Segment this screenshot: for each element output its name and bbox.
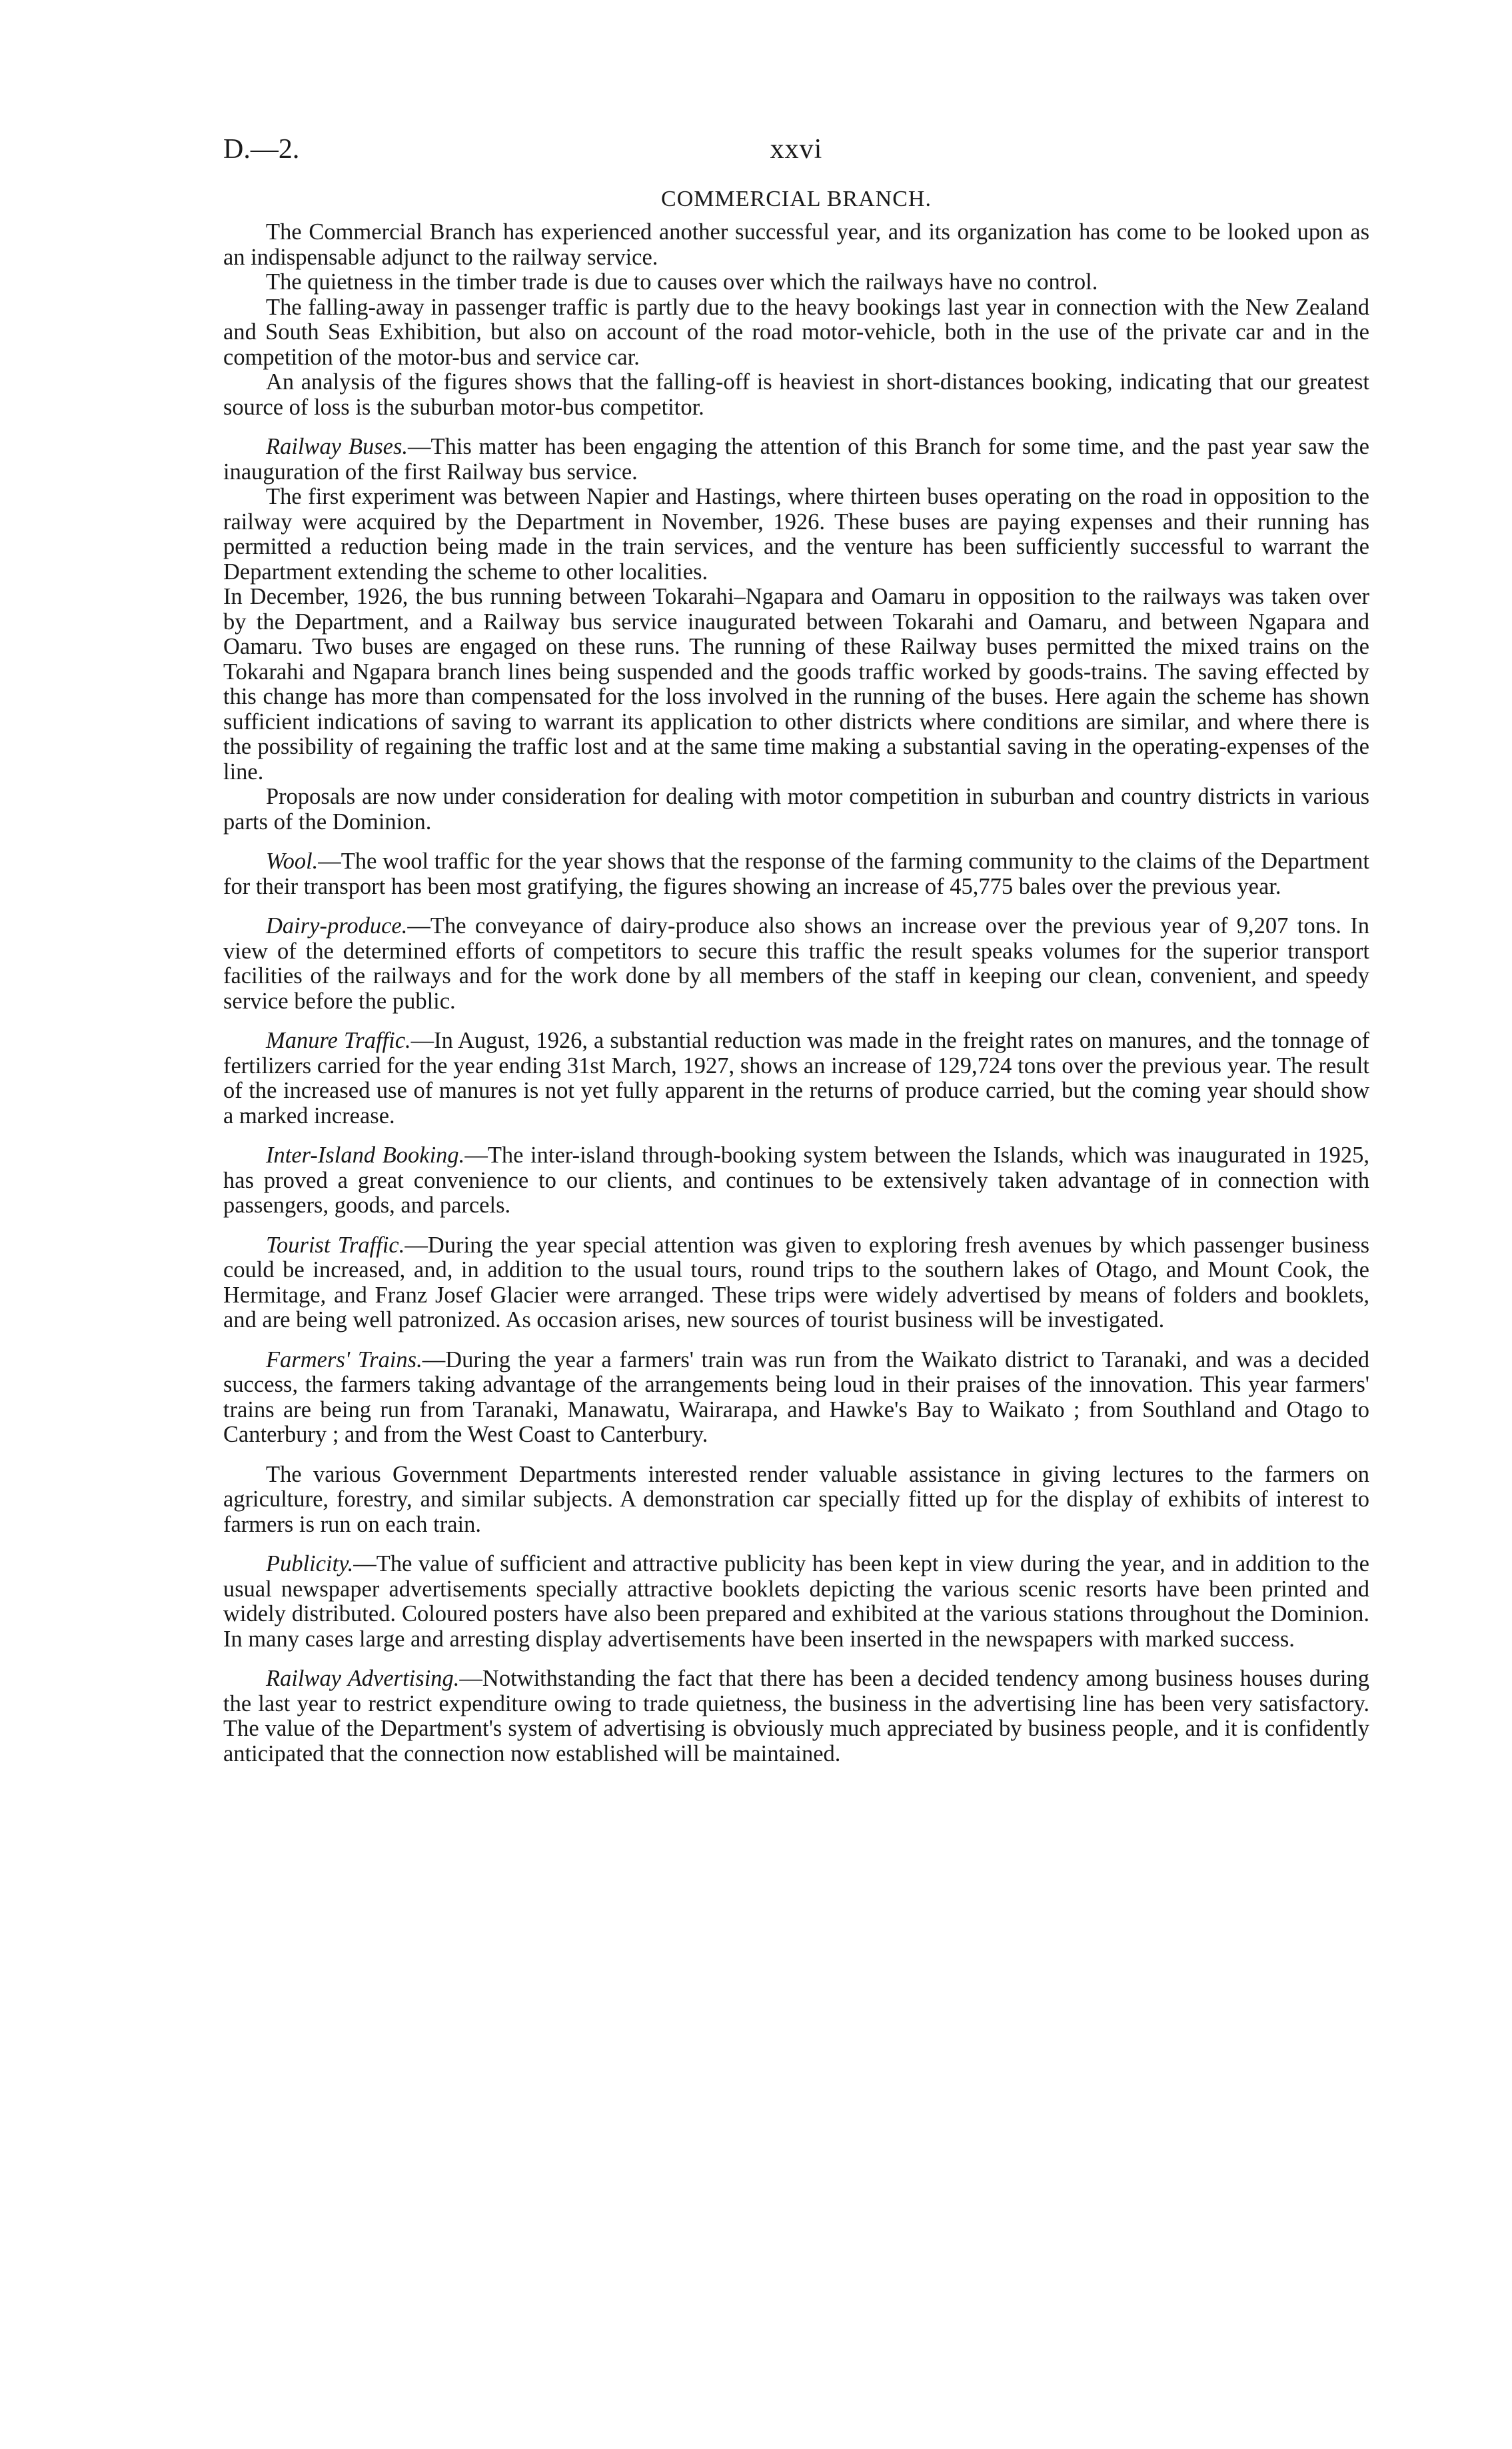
paragraph-heading: Tourist Traffic. [266,1232,405,1258]
paragraph-text: —The conveyance of dairy-produce also shows an increase over the previous year of 9,207 tons. In view of the determined efforts of competitors to secure this traffic the result speaks volumes for the superior transport facilities of the railways and for the work done by all members of the staff in keeping our clean, convenient, and speedy service before the public. [223,913,1369,1014]
paragraph-heading: Farmers' Trains. [266,1346,422,1372]
paragraph-text: The quietness in the timber trade is due to causes over which the railways have no control. [266,269,1098,295]
paragraph-dairy-produce [223,914,1369,1014]
paragraph-heading: Manure Traffic. [266,1028,411,1053]
paragraph-text: —Notwithstanding the fact that there has been a decided tendency among business houses during the last year to restrict expenditure owing to trade quietness, the business in the advertising line has been very satisfactory. The value of the Department's system of advertising is obviously much appreciated by business people, and it is confidently anticipated that the connection now established will be maintained. [223,1666,1369,1766]
page-number: xxvi [770,134,823,165]
paragraph-text: —The wool traffic for the year shows that the response of the farming community to the claims of the Department for their transport has been most gratifying, the figures showing an increase of 45,775 bales over the previous year. [223,849,1369,899]
paragraph-heading: Railway Buses. [266,434,408,459]
paragraph [223,1462,1369,1538]
paragraph-text: —In August, 1926, a substantial reduction was made in the freight rates on manures, and the tonnage of fertilizers carried for the year ending 31st March, 1927, shows an increase of 129,724 tons over the previous year. The result of the increased use of manures is not yet fully apparent in the returns of produce carried, but the coming year should show a marked increase. [223,1028,1369,1129]
paragraph-heading: Dairy-produce. [266,913,408,939]
paragraph-railway-buses [223,435,1369,485]
paragraph-wool [223,849,1369,899]
paragraph-railway-advertising [223,1666,1369,1766]
paragraph-text: —This matter has been engaging the attention of this Branch for some time, and the past year saw the inauguration of the first Railway bus service. [223,434,1369,485]
paragraph-farmers-trains [223,1348,1369,1448]
paragraph-heading: Wool. [266,849,319,874]
paragraph-heading: Railway Advertising. [266,1666,460,1691]
document-reference: D.—2. [223,134,300,165]
paragraph-text: —During the year special attention was given to exploring fresh avenues by which passenger business could be increased, and, in addition to the usual tours, round trips to the southern lakes of Otago, and Mount Cook, the Hermitage, and Franz Josef Glacier were arranged. These trips were widely advertised by means of folders and booklets, and are being well patronized. As occasion arises, new sources of tourist business will be investigated. [223,1232,1369,1332]
paragraph-text: —The value of sufficient and attractive publicity has been kept in view during the year, and in addition to the usual newspaper advertisements specially attractive booklets depicting the various scenic resorts have been printed and widely distributed. Coloured posters have also been prepared and exhibited at the various stations throughout the Dominion. In many cases large and arresting display advertisements have been inserted in the newspapers with marked success. [223,1551,1369,1652]
paragraph-manure-traffic [223,1029,1369,1129]
section-title: COMMERCIAL BRANCH. [661,187,932,211]
paragraph-text: The first experiment was between Napier and Hastings, where thirteen buses operating on the road in opposition to the railway were acquired by the Department in November, 1926. These buses are paying expenses and their running has permitted a reduction being made in the train services, and the venture has been sufficiently successful to warrant the Department extending the scheme to other localities. [223,484,1369,585]
paragraph-heading: Publicity. [266,1551,354,1576]
paragraph [223,370,1369,420]
paragraph [223,220,1369,270]
paragraph-text: —During the year a farmers' train was run from the Waikato district to Taranaki, and was a decided success, the farmers taking advantage of the arrangements being loud in their praises of the innovation. This year farmers' trains are being run from Taranaki, Manawatu, Wairarapa, and Hawke's Bay to Waikato ; from Southland and Otago to Canterbury ; and from the West Coast to Canterbury. [223,1346,1369,1447]
paragraph [223,295,1369,371]
paragraph [223,785,1369,835]
paragraph-text: An analysis of the figures shows that the falling-off is heaviest in short-distances booking, indicating that our greatest source of loss is the suburban motor-bus competitor. [223,369,1369,420]
paragraph-text: The various Government Departments interested render valuable assistance in giving lectures to the farmers on agriculture, forestry, and similar subjects. A demonstration car specially fitted up for the display of exhibits of interest to farmers is run on each train. [223,1461,1369,1537]
paragraph [223,270,1369,295]
paragraph-tourist-traffic [223,1233,1369,1333]
paragraph-text: The falling-away in passenger traffic is partly due to the heavy bookings last year in connection with the New Zealand and South Seas Exhibition, but also on account of the road motor-vehicle, both in the use of the private car and in the competition of the motor-bus and service car. [223,294,1369,370]
paragraph-inter-island-booking [223,1143,1369,1219]
paragraph-text: In December, 1926, the bus running between Tokarahi–Ngapara and Oamaru in opposition to the railways was taken over by the Department, and a Railway bus service inaugurated between Tokarahi and Oamaru, and between Ngapara and Oamaru. Two buses are engaged on these runs. The running of these Railway buses permitted the mixed trains on the Tokarahi and Ngapara branch lines being suspended and the goods traffic worked by goods-trains. The saving effected by this change has more than compensated for the loss involved in the running of the buses. Here again the scheme has shown sufficient indications of saving to warrant its application to other districts where conditions are similar, and where there is the possibility of regaining the traffic lost and at the same time making a substantial saving in the operating-expenses of the line. [223,584,1369,785]
page-header [223,133,1369,180]
paragraph [223,585,1369,785]
paragraph-text: —The inter-island through-booking system between the Islands, which was inaugurated in 1925, has proved a great convenience to our clients, and continues to be extensively taken advantage of in connection with passengers, goods, and parcels. [223,1143,1369,1218]
paragraph-text: Proposals are now under consideration for dealing with motor competition in suburban and country districts in various parts of the Dominion. [223,784,1369,835]
paragraph-heading: Inter-Island Booking. [266,1143,465,1168]
paragraph-text: The Commercial Branch has experienced another successful year, and its organization has come to be looked upon as an indispensable adjunct to the railway service. [223,219,1369,270]
document-page [223,133,1369,1766]
paragraph [223,485,1369,585]
paragraph-publicity [223,1552,1369,1652]
